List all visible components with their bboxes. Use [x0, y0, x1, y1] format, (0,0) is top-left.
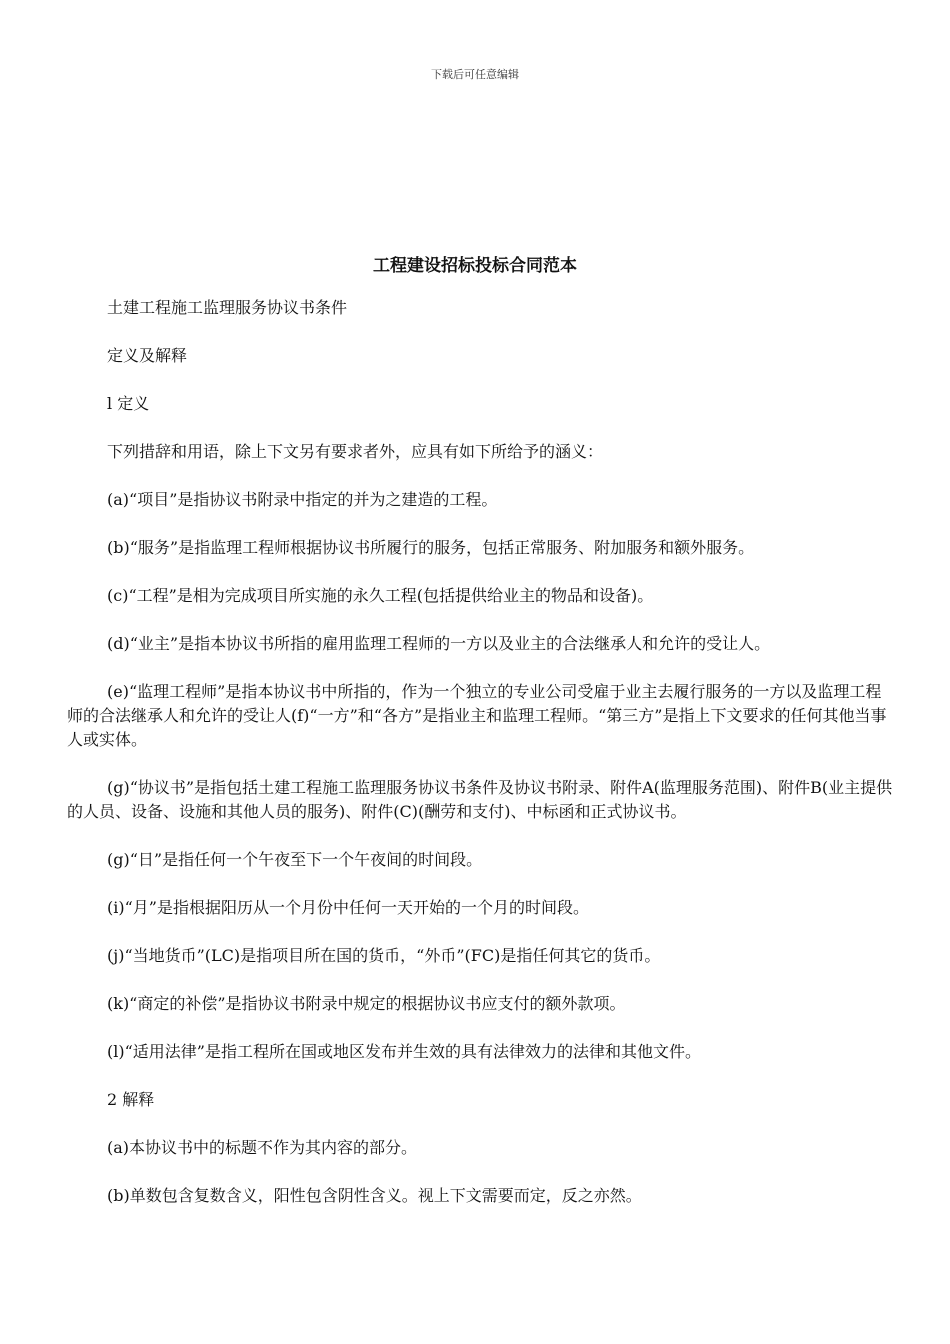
- document-title: 工程建设招标投标合同范本: [373, 256, 577, 276]
- subsection-heading: 2 解释: [107, 1090, 155, 1109]
- definition-item: (i)“月”是指根据阳历从一个月份中任何一天开始的一个月的时间段。: [107, 898, 589, 917]
- definition-item: (e)“监理工程师”是指本协议书中所指的，作为一个独立的专业公司受雇于业主去履行服务的一方以及监理工程师的合法继承人和允许的受让人(f)“一方”和“各方”是指业主和监理工程师。“第三方”是指上下文要求的任何其他当事人或实体。: [67, 682, 887, 749]
- page-header-note: 下载后可任意编辑: [431, 68, 519, 81]
- interpretation-item: (a)本协议书中的标题不作为其内容的部分。: [107, 1138, 418, 1157]
- definition-item: (b)“服务”是指监理工程师根据协议书所履行的服务，包括正常服务、附加服务和额外服务。: [107, 538, 755, 557]
- section-heading: 定义及解释: [107, 346, 188, 365]
- paragraph: 下列措辞和用语，除上下文另有要求者外，应具有如下所给予的涵义：: [107, 442, 604, 461]
- interpretation-item: (b)单数包含复数含义，阳性包含阴性含义。视上下文需要而定，反之亦然。: [107, 1186, 642, 1205]
- document-body: [67, 296, 895, 1232]
- definition-item: (c)“工程”是相为完成项目所实施的永久工程(包括提供给业主的物品和设备)。: [107, 586, 654, 605]
- subsection-heading: l 定义: [107, 394, 150, 413]
- section-heading: 土建工程施工监理服务协议书条件: [107, 298, 348, 317]
- definition-item: (k)“商定的补偿”是指协议书附录中规定的根据协议书应支付的额外款项。: [107, 994, 626, 1013]
- definition-item: (g)“协议书”是指包括土建工程施工监理服务协议书条件及协议书附录、附件A(监理服务范围)、附件B(业主提供的人员、设备、设施和其他人员的服务)、附件(C)(酬劳和支付)、中标函和正式协议书。: [67, 778, 893, 821]
- definition-item: (a)“项目”是指协议书附录中指定的并为之建造的工程。: [107, 490, 498, 509]
- definition-item: (d)“业主”是指本协议书所指的雇用监理工程师的一方以及业主的合法继承人和允许的受让人。: [107, 634, 771, 653]
- definition-item: (j)“当地货币”(LC)是指项目所在国的货币，“外币”(FC)是指任何其它的货币。: [107, 946, 661, 965]
- definition-item: (g)“日”是指任何一个午夜至下一个午夜间的时间段。: [107, 850, 483, 869]
- definition-item: (l)“适用法律”是指工程所在国或地区发布并生效的具有法律效力的法律和其他文件。: [107, 1042, 701, 1061]
